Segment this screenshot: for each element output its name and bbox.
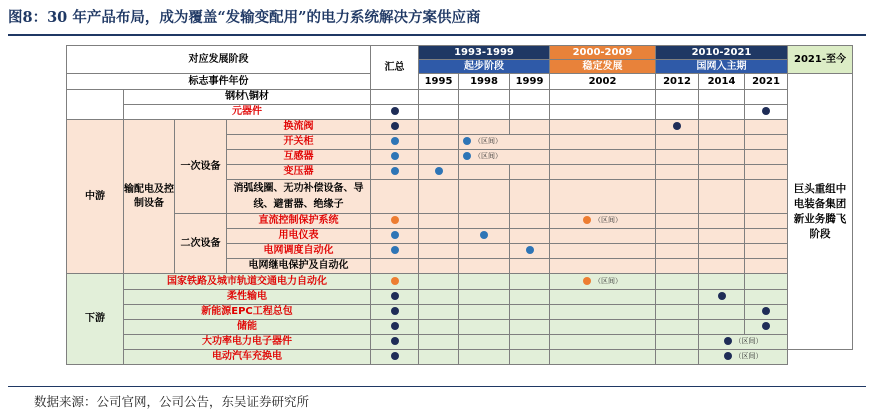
dot-2012 [673,122,681,130]
pd-equipment-label: 输配电及控制设备 [124,120,175,274]
summary-dot [391,292,399,300]
summary-dot [391,107,399,115]
row-arc-suppression: 消弧线圈、无功补偿设备、导线、避雷器、绝缘子 [227,180,371,214]
summary-dot [391,246,399,254]
stage-header: 对应发展阶段 [67,46,371,74]
period3-name: 国网入主期 [656,60,788,74]
year-2014: 2014 [699,74,745,90]
section-downstream: 下游 [67,274,124,365]
summary-dot [391,167,399,175]
row-dispatch-automation: 电网调度自动化 [227,244,371,259]
row-relay-protection: 电网继电保护及自动化 [227,259,371,274]
dot-1998 [480,231,488,239]
summary-dot [391,152,399,160]
dot-1995 [435,167,443,175]
row-transformer: 变压器 [227,165,371,180]
row-switchgear: 开关柜 [227,135,371,150]
dot-1998 [463,137,471,145]
interval-note: （区间） [594,276,622,285]
summary-dot [391,307,399,315]
row-transformer-instrument: 互感器 [227,150,371,165]
dot-2014 [724,337,732,345]
period2-name: 稳定发展 [550,60,656,74]
dot-2014 [718,292,726,300]
summary-dot [391,231,399,239]
interval-note: （区间） [734,337,763,346]
summary-dot [391,122,399,130]
dot-2014 [724,352,732,360]
dot-2021 [762,307,770,315]
dot-1999 [526,246,534,254]
bottom-rule [8,386,866,387]
interval-note: （区间） [734,352,763,361]
primary-equipment-label: 一次设备 [175,120,227,214]
event-year-header: 标志事件年份 [67,74,371,90]
row-flexible-transmission: 柔性输电 [124,290,371,305]
secondary-equipment-label: 二次设备 [175,214,227,274]
period4-description: 巨头重组中电装备集团新业务腾飞阶段 [788,74,853,350]
source-note: 数据来源：公司官网，公司公告，东吴证券研究所 [34,394,310,409]
period3-range: 2010-2021 [656,46,788,60]
row-converter-valve: 换流阀 [227,120,371,135]
summary-dot [391,337,399,345]
row-power-electronics: 大功率电力电子器件 [124,335,371,350]
figure-title: 图8：30 年产品布局，成为覆盖“发输变配用”的电力系统解决方案供应商 [8,4,866,36]
row-energy-storage: 储能 [124,320,371,335]
year-2012: 2012 [656,74,699,90]
dot-2021 [762,107,770,115]
interval-note: （区间） [474,152,502,161]
period1-name: 起步阶段 [419,60,550,74]
summary-dot [391,216,399,224]
summary-dot [391,137,399,145]
interval-note: （区间） [594,216,622,225]
dot-1998 [463,152,471,160]
product-layout-table [66,45,853,365]
year-2002: 2002 [550,74,656,90]
row-meters: 用电仪表 [227,229,371,244]
summary-dot [391,352,399,360]
dot-2002 [583,277,591,285]
row-new-energy-epc: 新能源EPC工程总包 [124,305,371,320]
period4-range: 2021-至今 [788,46,853,74]
year-1995: 1995 [419,74,459,90]
year-1999: 1999 [510,74,550,90]
dot-2002 [583,216,591,224]
row-ev-charging: 电动汽车充换电 [124,350,371,365]
row-components: 元器件 [124,105,371,120]
year-2021: 2021 [745,74,788,90]
dot-2021 [762,322,770,330]
summary-header: 汇总 [371,46,419,90]
row-railway-automation: 国家铁路及城市轨道交通电力自动化 [124,274,371,290]
section-midstream: 中游 [67,120,124,274]
period2-range: 2000-2009 [550,46,656,60]
period1-range: 1993-1999 [419,46,550,60]
summary-dot [391,322,399,330]
interval-note: （区间） [474,137,502,146]
row-steel-copper: 钢材\铜材 [124,90,371,105]
year-1998: 1998 [459,74,510,90]
row-dc-control: 直流控制保护系统 [227,214,371,229]
summary-dot [391,277,399,285]
